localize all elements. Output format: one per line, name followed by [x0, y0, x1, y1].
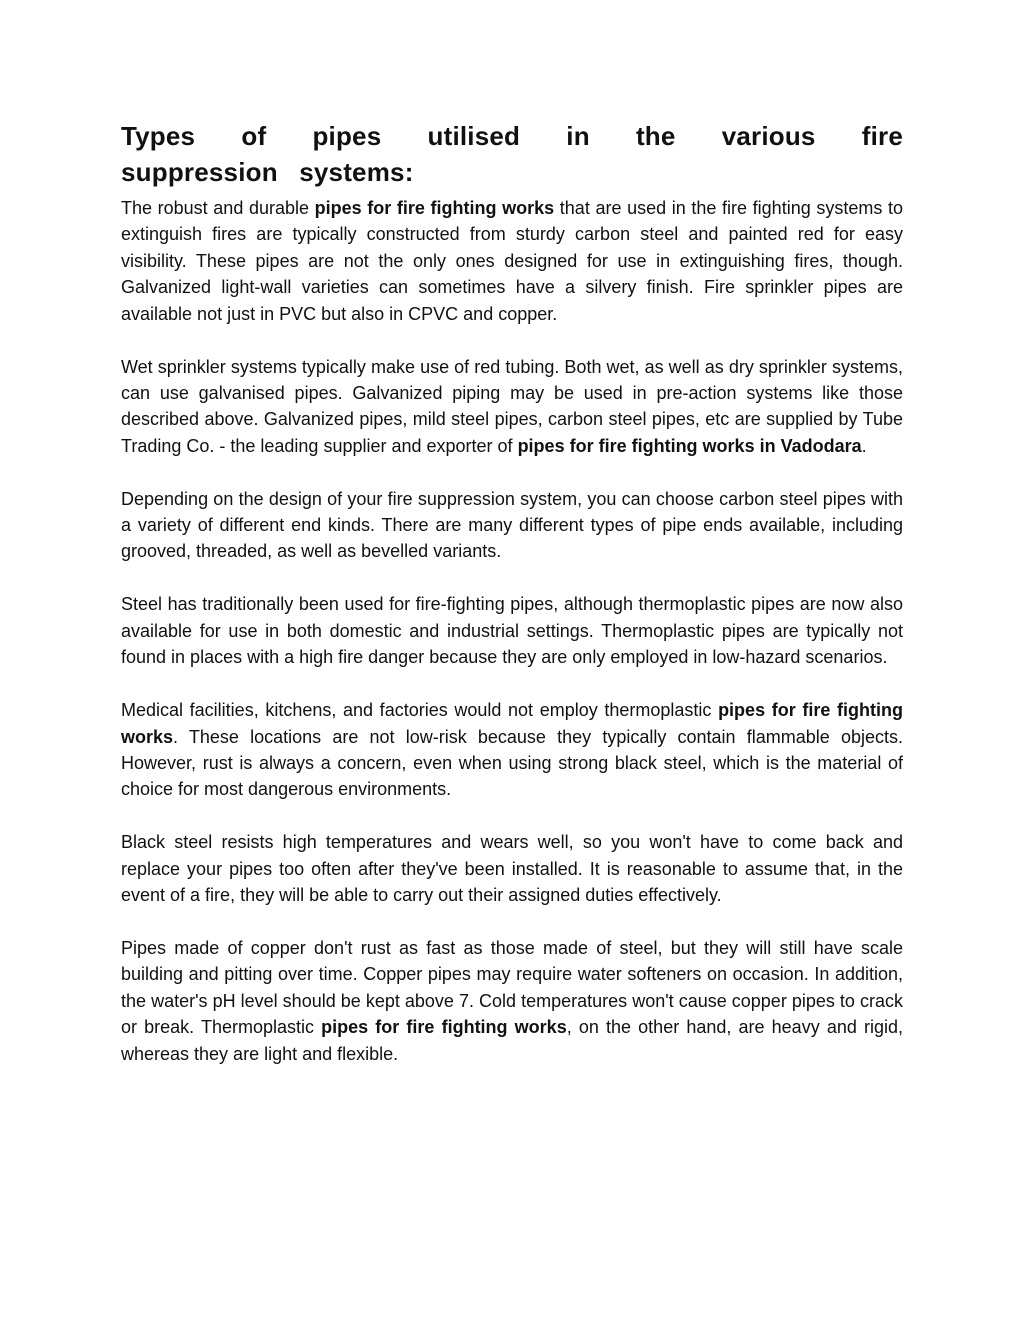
paragraph-text: Medical facilities, kitchens, and factories would not employ thermoplastic: [121, 700, 719, 721]
document-body: [121, 118, 903, 1093]
paragraph-text: , on the other hand, are heavy and rigid, whereas they are light and flexible.: [121, 1017, 904, 1064]
paragraph-text: Wet sprinkler systems typically make use of red tubing. Both wet, as well as dry sprinkler systems, can use galvanised pipes. Galvanized piping may be used in pre-action systems like those described above. Galvanized pipes, mild steel pipes, carbon steel pipes, etc are supplied by Tube Trading Co. - the leading supplier and exporter of: [121, 356, 903, 456]
paragraph-steel-thermoplastic: [121, 591, 903, 670]
bold-keyword: pipes for fire fighting works: [321, 1017, 567, 1038]
paragraph-black-steel: [121, 829, 903, 908]
paragraph-end-kinds: [121, 486, 903, 565]
paragraph-text: that are used in the fire fighting systems to extinguish fires are typically constructed from sturdy carbon steel and painted red for easy visibility. These pipes are not the only ones designed for use in extinguishing fires, though. Galvanized light-wall varieties can sometimes have a silvery finish. Fire sprinkler pipes are available not just in PVC but also in CPVC and copper.: [121, 198, 903, 324]
bold-keyword: pipes for fire fighting works: [121, 700, 903, 747]
bold-keyword: pipes for fire fighting works: [314, 198, 555, 218]
bold-keyword: pipes for fire fighting works in Vadodara: [517, 435, 862, 456]
paragraph-text: Black steel resists high temperatures and wears well, so you won't have to come back and replace your pipes too often after they've been installed. It is reasonable to assume that, in the event of a fire, they will be able to carry out their assigned duties effectively.: [121, 832, 903, 906]
paragraph-medical-facilities: [121, 697, 903, 803]
paragraph-text: Steel has traditionally been used for fire-fighting pipes, although thermoplastic pipes are now also available for use in both domestic and industrial settings. Thermoplastic pipes are typically not found in places with a high fire danger because they are only employed in low-hazard scenarios.: [121, 594, 903, 668]
paragraph-text: The robust and durable: [121, 198, 315, 218]
paragraph-intro: [121, 195, 903, 327]
paragraph-wet-sprinkler: [121, 354, 903, 460]
document-title: Types of pipes utilised in the various fire suppression systems:: [121, 121, 903, 187]
paragraph-text: Depending on the design of your fire suppression system, you can choose carbon steel pipes with a variety of different end kinds. There are many different types of pipe ends available, including grooved, threaded, as well as bevelled variants.: [121, 488, 903, 562]
paragraph-text: Pipes made of copper don't rust as fast as those made of steel, but they will still have scale building and pitting over time. Copper pipes may require water softeners on occasion. In addition, the water's pH level should be kept above 7. Cold temperatures won't cause copper pipes to crack or break. Thermoplastic: [121, 937, 903, 1038]
paragraph-text: .: [861, 435, 867, 456]
paragraph-text: . These locations are not low-risk because they typically contain flammable objects. However, rust is always a concern, even when using strong black steel, which is the material of choice for most dangerous environments.: [121, 726, 903, 800]
paragraph-copper: [121, 935, 903, 1067]
